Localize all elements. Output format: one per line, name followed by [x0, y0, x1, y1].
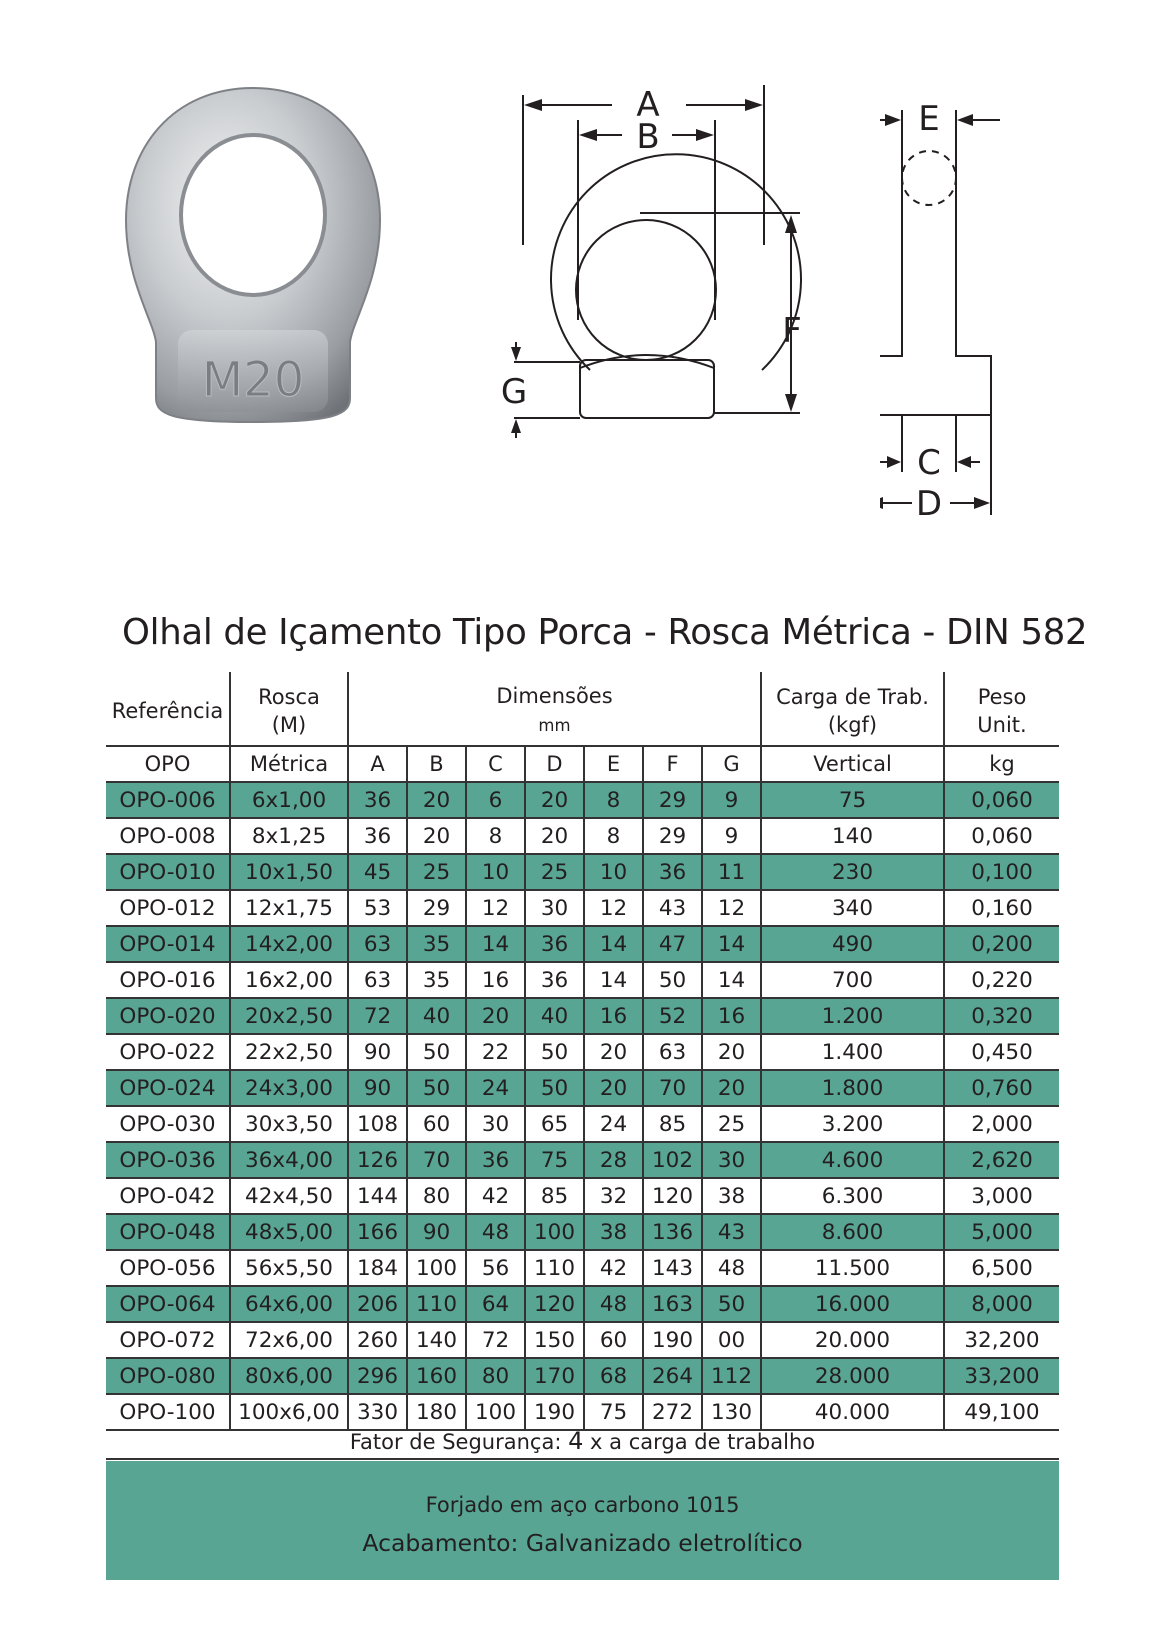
- table-cell: 3,000: [944, 1178, 1059, 1214]
- header-ref: Referência: [106, 672, 230, 746]
- reference-cell: OPO-020: [106, 998, 230, 1034]
- reference-cell: OPO-056: [106, 1250, 230, 1286]
- table-row: [106, 1286, 1059, 1322]
- table-cell: 56: [466, 1250, 525, 1286]
- table-cell: 136: [643, 1214, 702, 1250]
- table-cell: 102: [643, 1142, 702, 1178]
- table-cell: 11.500: [761, 1250, 944, 1286]
- table-cell: 700: [761, 962, 944, 998]
- reference-cell: OPO-024: [106, 1070, 230, 1106]
- table-cell: 0,200: [944, 926, 1059, 962]
- table-cell: 14: [584, 962, 643, 998]
- table-cell: 53: [348, 890, 407, 926]
- table-cell: 20: [466, 998, 525, 1034]
- table-cell: 29: [407, 890, 466, 926]
- table-cell: 33,200: [944, 1358, 1059, 1394]
- table-cell: 8: [584, 782, 643, 818]
- table-row: [106, 1142, 1059, 1178]
- table-cell: 11: [702, 854, 761, 890]
- table-cell: 30x3,50: [230, 1106, 348, 1142]
- header-dimensoes: Dimensões mm: [348, 672, 761, 746]
- reference-cell: OPO-048: [106, 1214, 230, 1250]
- table-row: [106, 1178, 1059, 1214]
- table-cell: 6: [466, 782, 525, 818]
- table-row: [106, 926, 1059, 962]
- table-cell: 0,760: [944, 1070, 1059, 1106]
- table-cell: 12: [584, 890, 643, 926]
- table-cell: 14x2,00: [230, 926, 348, 962]
- table-cell: 50: [407, 1070, 466, 1106]
- table-cell: 52: [643, 998, 702, 1034]
- table-cell: 70: [643, 1070, 702, 1106]
- table-cell: 75: [525, 1142, 584, 1178]
- table-cell: 50: [702, 1286, 761, 1322]
- table-cell: 36: [525, 926, 584, 962]
- table-cell: 1.200: [761, 998, 944, 1034]
- table-cell: 80: [407, 1178, 466, 1214]
- table-cell: 35: [407, 926, 466, 962]
- reference-cell: OPO-042: [106, 1178, 230, 1214]
- table-cell: 6x1,00: [230, 782, 348, 818]
- table-cell: 20: [584, 1070, 643, 1106]
- table-cell: 40: [407, 998, 466, 1034]
- table-cell: 50: [525, 1034, 584, 1070]
- table-cell: 100: [525, 1214, 584, 1250]
- table-cell: 5,000: [944, 1214, 1059, 1250]
- table-cell: 0,160: [944, 890, 1059, 926]
- table-cell: 0,060: [944, 818, 1059, 854]
- table-cell: 30: [702, 1142, 761, 1178]
- table-cell: 264: [643, 1358, 702, 1394]
- table-row: [106, 818, 1059, 854]
- table-cell: 6.300: [761, 1178, 944, 1214]
- table-row: [106, 854, 1059, 890]
- table-cell: 48x5,00: [230, 1214, 348, 1250]
- subheader-cell: C: [466, 746, 525, 782]
- table-cell: 14: [702, 962, 761, 998]
- table-cell: 20: [584, 1034, 643, 1070]
- footer-finish: Acabamento: Galvanizado eletrolítico: [362, 1529, 803, 1557]
- table-cell: 296: [348, 1358, 407, 1394]
- table-cell: 0,100: [944, 854, 1059, 890]
- table-cell: 64: [466, 1286, 525, 1322]
- table-cell: 43: [702, 1214, 761, 1250]
- reference-cell: OPO-036: [106, 1142, 230, 1178]
- table-cell: 184: [348, 1250, 407, 1286]
- table-cell: 130: [702, 1394, 761, 1430]
- table-cell: 12: [466, 890, 525, 926]
- table-cell: 32,200: [944, 1322, 1059, 1358]
- reference-cell: OPO-072: [106, 1322, 230, 1358]
- table-cell: 330: [348, 1394, 407, 1430]
- table-cell: 20x2,50: [230, 998, 348, 1034]
- table-cell: 63: [348, 962, 407, 998]
- reference-cell: OPO-014: [106, 926, 230, 962]
- table-cell: 75: [761, 782, 944, 818]
- safety-suffix: x a carga de trabalho: [583, 1430, 816, 1454]
- table-cell: 72: [466, 1322, 525, 1358]
- table-cell: 72x6,00: [230, 1322, 348, 1358]
- table-cell: 85: [525, 1178, 584, 1214]
- table-cell: 14: [466, 926, 525, 962]
- table-cell: 340: [761, 890, 944, 926]
- table-cell: 4.600: [761, 1142, 944, 1178]
- table-cell: 29: [643, 818, 702, 854]
- table-cell: 25: [525, 854, 584, 890]
- table-cell: 490: [761, 926, 944, 962]
- table-row: [106, 1106, 1059, 1142]
- table-cell: 36: [348, 782, 407, 818]
- table-cell: 60: [407, 1106, 466, 1142]
- table-cell: 10: [584, 854, 643, 890]
- table-cell: 20: [525, 782, 584, 818]
- label-b: B: [636, 117, 660, 157]
- photo-size-marking: M20: [201, 352, 305, 408]
- safety-prefix: Fator de Segurança:: [349, 1430, 569, 1454]
- table-cell: 150: [525, 1322, 584, 1358]
- subheader-cell: Vertical: [761, 746, 944, 782]
- table-cell: 16: [466, 962, 525, 998]
- table-cell: 16: [702, 998, 761, 1034]
- table-cell: 24: [466, 1070, 525, 1106]
- table-cell: 50: [525, 1070, 584, 1106]
- table-cell: 1.400: [761, 1034, 944, 1070]
- table-cell: 68: [584, 1358, 643, 1394]
- subheader-cell: kg: [944, 746, 1059, 782]
- table-cell: 100: [407, 1250, 466, 1286]
- table-cell: 28: [584, 1142, 643, 1178]
- header-carga: Carga de Trab. (kgf): [761, 672, 944, 746]
- table-cell: 8: [466, 818, 525, 854]
- table-cell: 100: [466, 1394, 525, 1430]
- label-f: F: [782, 311, 802, 351]
- table-cell: 63: [348, 926, 407, 962]
- table-cell: 110: [407, 1286, 466, 1322]
- table-cell: 45: [348, 854, 407, 890]
- table-cell: 49,100: [944, 1394, 1059, 1430]
- table-cell: 28.000: [761, 1358, 944, 1394]
- table-cell: 24x3,00: [230, 1070, 348, 1106]
- table-cell: 29: [643, 782, 702, 818]
- table-cell: 9: [702, 782, 761, 818]
- table-cell: 65: [525, 1106, 584, 1142]
- table-row: [106, 782, 1059, 818]
- table-cell: 163: [643, 1286, 702, 1322]
- safety-factor-note: [106, 1424, 1059, 1460]
- table-cell: 120: [525, 1286, 584, 1322]
- table-row: [106, 890, 1059, 926]
- table-cell: 30: [466, 1106, 525, 1142]
- table-cell: 47: [643, 926, 702, 962]
- table-cell: 170: [525, 1358, 584, 1394]
- table-cell: 20: [702, 1070, 761, 1106]
- reference-cell: OPO-100: [106, 1394, 230, 1430]
- reference-cell: OPO-008: [106, 818, 230, 854]
- table-cell: 48: [466, 1214, 525, 1250]
- table-cell: 14: [584, 926, 643, 962]
- header-row: [106, 672, 1059, 746]
- table-cell: 22: [466, 1034, 525, 1070]
- base-nut: [580, 360, 714, 418]
- table-cell: 36: [525, 962, 584, 998]
- table-cell: 16.000: [761, 1286, 944, 1322]
- table-cell: 50: [643, 962, 702, 998]
- table-cell: 90: [348, 1034, 407, 1070]
- table-cell: 00: [702, 1322, 761, 1358]
- table-cell: 56x5,50: [230, 1250, 348, 1286]
- table-cell: 38: [584, 1214, 643, 1250]
- spec-table: [106, 672, 1059, 1431]
- table-cell: 1.800: [761, 1070, 944, 1106]
- table-cell: 166: [348, 1214, 407, 1250]
- table-cell: 16x2,00: [230, 962, 348, 998]
- table-row: [106, 1322, 1059, 1358]
- table-cell: 42: [584, 1250, 643, 1286]
- table-cell: 48: [584, 1286, 643, 1322]
- subheader-cell: OPO: [106, 746, 230, 782]
- table-cell: 112: [702, 1358, 761, 1394]
- table-cell: 20.000: [761, 1322, 944, 1358]
- reference-cell: OPO-006: [106, 782, 230, 818]
- table-cell: 43: [643, 890, 702, 926]
- table-cell: 63: [643, 1034, 702, 1070]
- table-cell: 110: [525, 1250, 584, 1286]
- inner-hole: [576, 220, 716, 360]
- footer-material: Forjado em aço carbono 1015: [425, 1493, 740, 1517]
- table-row: [106, 1250, 1059, 1286]
- table-cell: 10: [466, 854, 525, 890]
- subheader-cell: E: [584, 746, 643, 782]
- table-cell: 20: [525, 818, 584, 854]
- table-cell: 40.000: [761, 1394, 944, 1430]
- table-cell: 0,220: [944, 962, 1059, 998]
- table-cell: 25: [702, 1106, 761, 1142]
- table-cell: 144: [348, 1178, 407, 1214]
- table-row: [106, 962, 1059, 998]
- label-e: E: [918, 100, 940, 139]
- table-cell: 0,320: [944, 998, 1059, 1034]
- table-row: [106, 1214, 1059, 1250]
- table-cell: 60: [584, 1322, 643, 1358]
- reference-cell: OPO-022: [106, 1034, 230, 1070]
- table-cell: 20: [407, 782, 466, 818]
- table-cell: 260: [348, 1322, 407, 1358]
- table-cell: 80: [466, 1358, 525, 1394]
- table-cell: 16: [584, 998, 643, 1034]
- subheader-cell: F: [643, 746, 702, 782]
- table-cell: 42x4,50: [230, 1178, 348, 1214]
- table-cell: 230: [761, 854, 944, 890]
- footer-box: [106, 1461, 1059, 1580]
- safety-factor: 4: [568, 1427, 584, 1455]
- table-row: [106, 998, 1059, 1034]
- table-cell: 48: [702, 1250, 761, 1286]
- reference-cell: OPO-016: [106, 962, 230, 998]
- subheader-cell: Métrica: [230, 746, 348, 782]
- table-cell: 190: [643, 1322, 702, 1358]
- table-cell: 180: [407, 1394, 466, 1430]
- table-cell: 12x1,75: [230, 890, 348, 926]
- subheader-cell: B: [407, 746, 466, 782]
- table-cell: 20: [702, 1034, 761, 1070]
- table-cell: 0,450: [944, 1034, 1059, 1070]
- table-cell: 8.600: [761, 1214, 944, 1250]
- table-cell: 22x2,50: [230, 1034, 348, 1070]
- eye-nut-hole: [181, 135, 325, 295]
- table-cell: 70: [407, 1142, 466, 1178]
- table-cell: 90: [348, 1070, 407, 1106]
- table-cell: 36: [466, 1142, 525, 1178]
- table-row: [106, 1070, 1059, 1106]
- label-g: G: [500, 372, 528, 412]
- table-cell: 190: [525, 1394, 584, 1430]
- table-row: [106, 1358, 1059, 1394]
- table-cell: 32: [584, 1178, 643, 1214]
- table-row: [106, 1034, 1059, 1070]
- side-view-drawing: [880, 100, 1050, 550]
- table-cell: 75: [584, 1394, 643, 1430]
- subheader-cell: D: [525, 746, 584, 782]
- table-cell: 80x6,00: [230, 1358, 348, 1394]
- reference-cell: OPO-030: [106, 1106, 230, 1142]
- table-cell: 36: [348, 818, 407, 854]
- table-cell: 25: [407, 854, 466, 890]
- table-cell: 143: [643, 1250, 702, 1286]
- table-cell: 2,000: [944, 1106, 1059, 1142]
- table-cell: 42: [466, 1178, 525, 1214]
- side-profile: [880, 110, 991, 415]
- subheader-cell: G: [702, 746, 761, 782]
- table-cell: 0,060: [944, 782, 1059, 818]
- table-cell: 14: [702, 926, 761, 962]
- table-cell: 64x6,00: [230, 1286, 348, 1322]
- header-rosca: Rosca (M): [230, 672, 348, 746]
- table-cell: 206: [348, 1286, 407, 1322]
- table-cell: 8,000: [944, 1286, 1059, 1322]
- table-cell: 90: [407, 1214, 466, 1250]
- table-cell: 100x6,00: [230, 1394, 348, 1430]
- table-cell: 140: [407, 1322, 466, 1358]
- table-cell: 272: [643, 1394, 702, 1430]
- table-cell: 24: [584, 1106, 643, 1142]
- table-cell: 126: [348, 1142, 407, 1178]
- table-cell: 20: [407, 818, 466, 854]
- table-cell: 140: [761, 818, 944, 854]
- table-cell: 85: [643, 1106, 702, 1142]
- table-cell: 108: [348, 1106, 407, 1142]
- reference-cell: OPO-064: [106, 1286, 230, 1322]
- front-view-drawing: [500, 80, 840, 460]
- table-cell: 50: [407, 1034, 466, 1070]
- side-pin-hole: [902, 151, 956, 205]
- table-cell: 3.200: [761, 1106, 944, 1142]
- table-cell: 30: [525, 890, 584, 926]
- product-photo: [118, 80, 388, 425]
- table-cell: 8: [584, 818, 643, 854]
- table-cell: 12: [702, 890, 761, 926]
- table-body: [106, 782, 1059, 1430]
- table-cell: 72: [348, 998, 407, 1034]
- table-cell: 36: [643, 854, 702, 890]
- table-cell: 8x1,25: [230, 818, 348, 854]
- reference-cell: OPO-010: [106, 854, 230, 890]
- page-title: Olhal de Içamento Tipo Porca - Rosca Métrica - DIN 582: [122, 612, 1088, 653]
- table-cell: 35: [407, 962, 466, 998]
- table-cell: 6,500: [944, 1250, 1059, 1286]
- table-cell: 40: [525, 998, 584, 1034]
- table-cell: 2,620: [944, 1142, 1059, 1178]
- label-c: C: [917, 443, 941, 483]
- table-cell: 120: [643, 1178, 702, 1214]
- header-peso: Peso Unit.: [944, 672, 1059, 746]
- label-d: D: [915, 484, 943, 524]
- reference-cell: OPO-012: [106, 890, 230, 926]
- subheader-row: [106, 746, 1059, 782]
- subheader-cell: A: [348, 746, 407, 782]
- label-a: A: [636, 85, 660, 125]
- table-cell: 38: [702, 1178, 761, 1214]
- table-cell: 160: [407, 1358, 466, 1394]
- table-cell: 36x4,00: [230, 1142, 348, 1178]
- table-cell: 10x1,50: [230, 854, 348, 890]
- reference-cell: OPO-080: [106, 1358, 230, 1394]
- table-cell: 9: [702, 818, 761, 854]
